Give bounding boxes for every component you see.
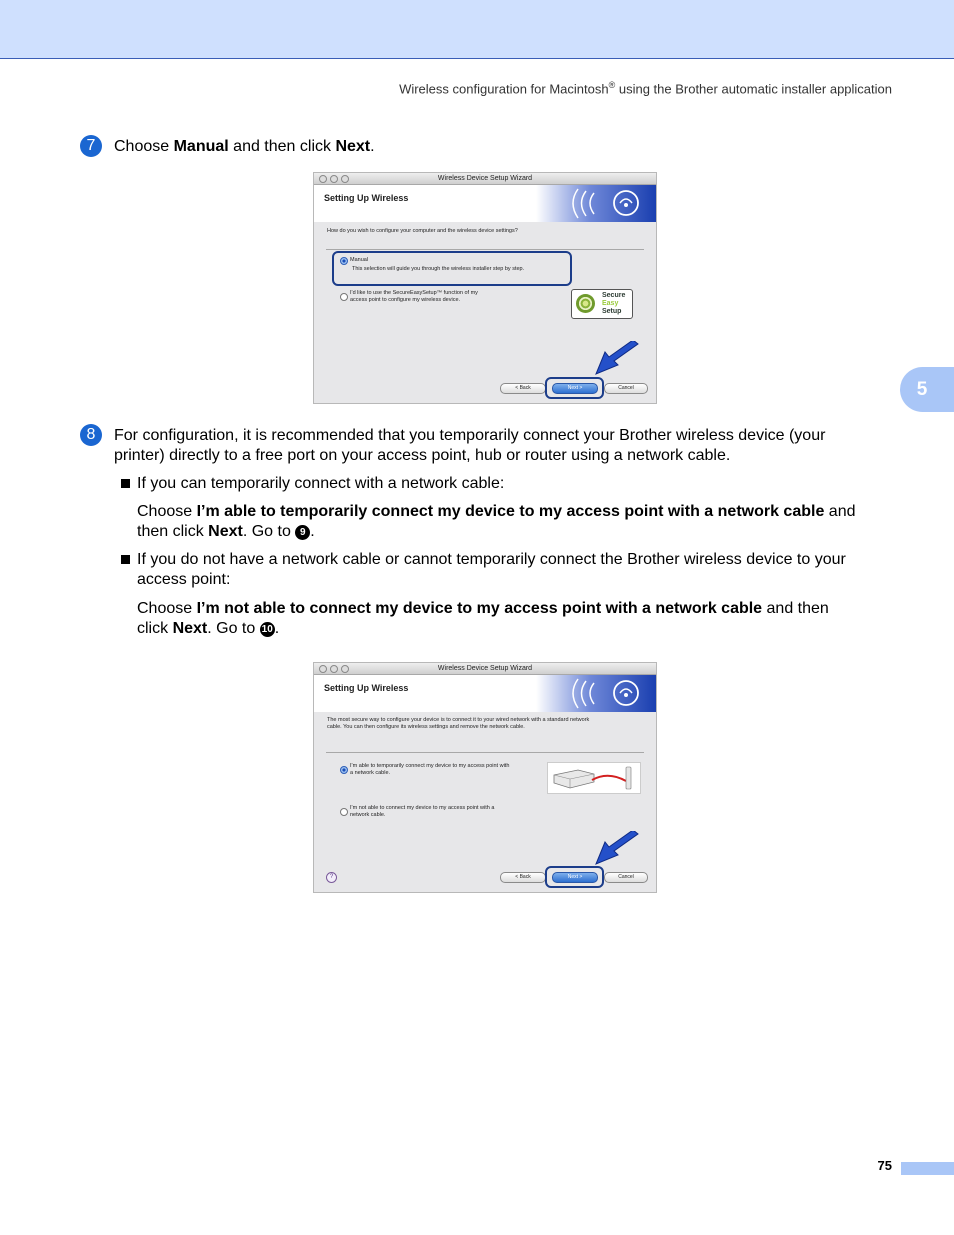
bullet-1-choose: Choose I’m able to temporarily connect my device to my access point with a network cable and [137,503,856,520]
arrow-pointer-icon [594,831,640,867]
bullet-icon [121,479,130,488]
bullet-1-lead: If you can temporarily connect with a network cable: [137,475,505,492]
step-badge-7: 7 [80,135,102,157]
footer-bar [901,1162,954,1175]
arrow-pointer-icon [594,341,640,377]
wireless-banner-icon [536,185,656,222]
option-able-line2: a network cable. [350,770,391,776]
manual-radio[interactable] [340,257,348,265]
secureeasysetup-radio[interactable] [340,293,348,301]
not-able-to-connect-radio[interactable] [340,808,348,816]
wizard-intro-line2: cable. You can then configure its wireless settings and remove the network cable. [327,724,525,730]
wizard-intro-line1: The most secure way to configure your device is to connect it to your wired network with a standard network [327,717,590,723]
option-ses-line2: access point to configure my wireless device. [350,297,461,303]
wizard-header [314,185,656,222]
printer-cable-icon [547,762,641,794]
secureeasysetup-logo: Secure Easy Setup [571,289,633,319]
top-band [0,0,954,59]
step-8-line1: For configuration, it is recommended that you temporarily connect your Brother wireless device (your [114,427,826,444]
running-header: Wireless configuration for Macintosh® using the Brother automatic installer application [399,80,892,97]
option-ses-line1: I'd like to use the SecureEasySetup™ function of my [350,290,478,296]
wireless-banner-icon [536,675,656,712]
wave-graphic-icon [536,675,656,712]
window-title: Wireless Device Setup Wizard [314,663,656,675]
wizard-title: Setting Up Wireless [324,193,409,203]
step-8-line2: printer) directly to a free port on your access point, hub or router using a network cable. [114,447,731,464]
back-button[interactable]: < Back [500,872,546,883]
cancel-button[interactable]: Cancel [604,872,648,883]
option-able-line1: I'm able to temporarily connect my device to my access point with [350,763,510,769]
close-dot-icon [319,175,327,183]
bullet-2-lead-line2: access point: [137,571,231,588]
wizard-question: How do you wish to configure your computer and the wireless device settings? [327,228,518,234]
minimize-dot-icon [330,175,338,183]
close-dot-icon [319,665,327,673]
option-not-able-line2: network cable. [350,812,386,818]
divider [326,752,644,753]
chapter-tab: 5 [900,367,954,412]
step-7-text: Choose Manual and then click Next. [114,138,375,155]
wizard-screenshot-2 [313,662,657,893]
bullet-1-next: then click Next. Go to 9 . [137,523,315,540]
bullet-icon [121,555,130,564]
bullet-2-choose: Choose I’m not able to connect my device to my access point with a network cable and then [137,600,829,617]
wizard-title: Setting Up Wireless [324,683,409,693]
back-button[interactable]: < Back [500,383,546,394]
bullet-2-next: click Next. Go to 10 . [137,620,280,637]
bullet-2-lead-line1: If you do not have a network cable or cannot temporarily connect the Brother wireless device to your [137,551,846,568]
wizard-screenshot-1 [313,172,657,404]
page-number: 75 [877,1158,892,1173]
window-title: Wireless Device Setup Wizard [314,173,656,185]
next-button[interactable]: Next > [552,383,598,394]
next-button[interactable]: Next > [552,872,598,883]
divider [326,249,644,250]
cancel-button[interactable]: Cancel [604,383,648,394]
zoom-dot-icon [341,175,349,183]
step-badge-8: 8 [80,424,102,446]
minimize-dot-icon [330,665,338,673]
swirl-icon [576,294,595,313]
option-manual-desc: This selection will guide you through the wireless installer step by step. [352,266,525,272]
option-not-able-line1: I'm not able to connect my device to my access point with a [350,805,495,811]
zoom-dot-icon [341,665,349,673]
step-ref-9: 9 [295,525,310,540]
wave-graphic-icon [536,185,656,222]
step-ref-10: 10 [261,624,273,635]
wizard-header [314,675,656,712]
option-manual-title: Manual [350,257,369,263]
help-button[interactable]: ? [326,872,337,883]
able-to-connect-radio[interactable] [340,766,348,774]
